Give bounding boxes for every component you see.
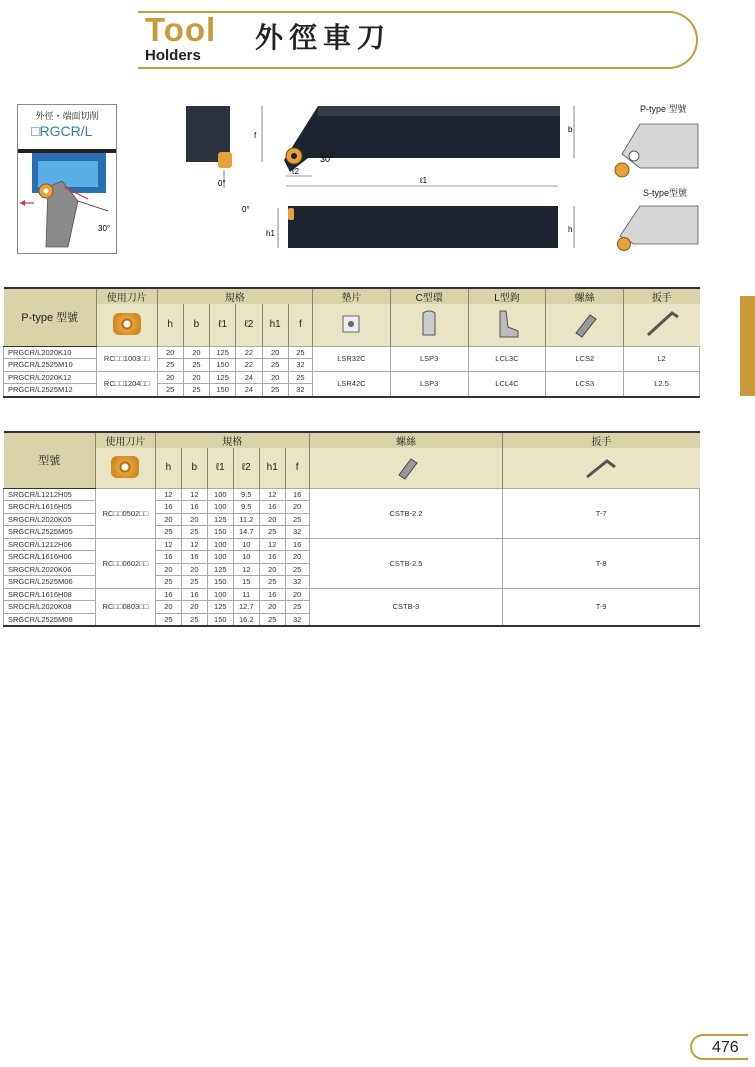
insert-icon [95, 448, 155, 488]
dim-zero-bottom: 0° [242, 205, 250, 214]
t1-spec-hdr: 規格 [157, 288, 312, 304]
shim-icon [313, 304, 391, 346]
table-cell: 10 [233, 538, 259, 551]
table-cell: 100 [207, 538, 233, 551]
table-row-model: SRGCR/L1212H05 [4, 488, 96, 501]
table-cell: 125 [210, 371, 236, 384]
cring-icon [390, 304, 468, 346]
table-cell: 150 [207, 576, 233, 589]
table-cell: 20 [259, 601, 285, 614]
table-row-model: SRGCR/L2525M08 [4, 613, 96, 626]
table-cell: 20 [181, 563, 207, 576]
table-cell: 25 [181, 576, 207, 589]
table-cell: LSR32C [313, 346, 391, 371]
table-cell: 25 [183, 359, 209, 372]
lhook-icon [468, 304, 546, 346]
table-cell: 16 [181, 501, 207, 514]
dim-angle30: 30° [320, 154, 334, 164]
table-cell: 20 [285, 588, 309, 601]
table-cell: CSTB-2.5 [309, 538, 503, 588]
table-cell: LCS2 [546, 346, 624, 371]
wrench-icon [624, 304, 700, 346]
dim-zero-top: 0° [218, 179, 226, 188]
table-cell: 25 [285, 601, 309, 614]
table-cell: LSP3 [390, 371, 468, 397]
table-cell: 25 [259, 526, 285, 539]
table-cell: 16 [155, 588, 181, 601]
t2-insert-hdr: 使用刀片 [95, 432, 155, 448]
application-model: □RGCR/L [31, 123, 93, 139]
t2-col-f: f [285, 448, 309, 488]
table-cell: LCS3 [546, 371, 624, 397]
t1-acc-hdr-0: 墊片 [313, 288, 391, 304]
t1-insert-hdr: 使用刀片 [96, 288, 157, 304]
table-row-model: PRGCR/L2020K12 [4, 371, 97, 384]
table-cell: 10 [233, 551, 259, 564]
t2-acc-hdr-0: 螺絲 [309, 432, 503, 448]
table-row-model: PRGCR/L2525M12 [4, 384, 97, 397]
table-cell: T-7 [503, 488, 700, 538]
dim-l1: ℓ1 [420, 176, 428, 185]
table-cell: 12 [259, 488, 285, 501]
section-tab [740, 296, 755, 396]
t2-col-l1: ℓ1 [207, 448, 233, 488]
table-cell: CSTB-2.2 [309, 488, 503, 538]
table-cell: T-8 [503, 538, 700, 588]
table-cell: 12 [233, 563, 259, 576]
table-cell: 25 [157, 384, 183, 397]
t1-col-h1: h1 [262, 304, 288, 346]
table-cell: 9.5 [233, 488, 259, 501]
table-cell: 20 [155, 513, 181, 526]
t2-col-b: b [181, 448, 207, 488]
logo-tool: Tool [145, 11, 217, 48]
application-box [17, 104, 117, 254]
t2-insert-cell: RC□□0502□□ [95, 488, 155, 538]
table-cell: 25 [262, 384, 288, 397]
table-row-model: SRGCR/L2020K08 [4, 601, 96, 614]
table-cell: 9.5 [233, 501, 259, 514]
table-cell: 150 [207, 613, 233, 626]
t1-col-l1: ℓ1 [210, 304, 236, 346]
t1-corner: P-type 型號 [4, 288, 97, 346]
table-cell: 24 [236, 371, 262, 384]
application-illustration [18, 139, 116, 253]
table-cell: 150 [210, 359, 236, 372]
table-cell: 16 [181, 588, 207, 601]
page-title: 外徑車刀 [255, 21, 392, 54]
application-caption: 外徑・端面切削 [35, 112, 99, 122]
table-cell: 25 [157, 359, 183, 372]
table-cell: 25 [285, 563, 309, 576]
ptype-table [3, 287, 700, 398]
stype-table [3, 431, 700, 627]
tool-drawing [180, 100, 590, 260]
table-cell: 20 [183, 346, 209, 359]
table-cell: 16 [155, 551, 181, 564]
table-cell: 20 [155, 601, 181, 614]
t2-col-l2: ℓ2 [233, 448, 259, 488]
t1-insert-cell: RC□□1003□□ [96, 346, 157, 371]
t2-corner: 型號 [4, 432, 96, 488]
table-cell: 25 [155, 526, 181, 539]
table-cell: 12 [181, 488, 207, 501]
table-cell: 25 [288, 346, 312, 359]
table-cell: 20 [155, 563, 181, 576]
table-row-model: SRGCR/L2020K06 [4, 563, 96, 576]
table-cell: 14.7 [233, 526, 259, 539]
table-row-model: SRGCR/L1212H06 [4, 538, 96, 551]
table-cell: 100 [207, 501, 233, 514]
table-row-model: SRGCR/L2525M05 [4, 526, 96, 539]
table-row-model: SRGCR/L2020K05 [4, 513, 96, 526]
table-cell: 25 [259, 576, 285, 589]
dim-f: f [254, 131, 257, 140]
table-row-model: SRGCR/L2525M06 [4, 576, 96, 589]
table-cell: 32 [285, 613, 309, 626]
t2-spec-hdr: 規格 [155, 432, 309, 448]
table-cell: 25 [155, 613, 181, 626]
table-cell: 11.2 [233, 513, 259, 526]
table-cell: 20 [181, 601, 207, 614]
table-cell: 32 [288, 359, 312, 372]
table-cell: T-9 [503, 588, 700, 626]
table-cell: 20 [183, 371, 209, 384]
table-row-model: SRGCR/L1616H08 [4, 588, 96, 601]
table-cell: LCL4C [468, 371, 546, 397]
table-row-model: PRGCR/L2020K10 [4, 346, 97, 359]
t2-acc-hdr-1: 扳手 [503, 432, 700, 448]
table-cell: 20 [259, 513, 285, 526]
t2-col-h: h [155, 448, 181, 488]
table-cell: 20 [262, 371, 288, 384]
table-cell: 20 [259, 563, 285, 576]
insert-icon [96, 304, 157, 346]
table-cell: 150 [207, 526, 233, 539]
ptype-drawing [610, 118, 700, 182]
table-cell: 32 [285, 576, 309, 589]
table-cell: 32 [288, 384, 312, 397]
table-cell: 16 [181, 551, 207, 564]
dim-h: h [568, 225, 573, 234]
table-cell: 25 [183, 384, 209, 397]
table-cell: LSP3 [390, 346, 468, 371]
table-cell: 12 [181, 538, 207, 551]
table-cell: 12 [155, 488, 181, 501]
table-cell: 16 [259, 551, 285, 564]
table-row-model: SRGCR/L1616H06 [4, 551, 96, 564]
table-cell: 25 [285, 513, 309, 526]
dim-b: b [568, 125, 573, 134]
table-cell: 16 [259, 588, 285, 601]
table-cell: 16.2 [233, 613, 259, 626]
stype-drawing [610, 200, 700, 260]
table-cell: 16 [285, 538, 309, 551]
t1-col-l2: ℓ2 [236, 304, 262, 346]
table-cell: 16 [259, 501, 285, 514]
screw-icon [546, 304, 624, 346]
table-cell: 25 [181, 613, 207, 626]
application-angle: 30° [98, 224, 111, 233]
table-cell: 24 [236, 384, 262, 397]
table-row-model: PRGCR/L2525M10 [4, 359, 97, 372]
table-cell: LCL3C [468, 346, 546, 371]
table-row-model: SRGCR/L1616H05 [4, 501, 96, 514]
table-cell: 22 [236, 346, 262, 359]
ptype-label: P-type 型號 [640, 104, 687, 114]
table-cell: 22 [236, 359, 262, 372]
stype-label: S-type型號 [643, 188, 688, 198]
table-cell: 20 [285, 551, 309, 564]
t1-acc-hdr-2: L型鉤 [468, 288, 546, 304]
table-cell: 15 [233, 576, 259, 589]
t2-col-h1: h1 [259, 448, 285, 488]
table-cell: 125 [207, 513, 233, 526]
table-cell: 20 [262, 346, 288, 359]
table-cell: 16 [285, 488, 309, 501]
table-cell: 25 [288, 371, 312, 384]
table-cell: L2.5 [624, 371, 700, 397]
t1-insert-cell: RC□□1204□□ [96, 371, 157, 397]
table-cell: 125 [207, 601, 233, 614]
torx-wrench-icon [503, 448, 700, 488]
table-cell: 125 [207, 563, 233, 576]
t2-insert-cell: RC□□0602□□ [95, 538, 155, 588]
table-cell: 20 [181, 513, 207, 526]
table-cell: 25 [259, 613, 285, 626]
table-cell: 32 [285, 526, 309, 539]
header-frame [138, 11, 698, 69]
table-cell: LSR42C [313, 371, 391, 397]
table-cell: 16 [155, 501, 181, 514]
table-cell: 12.7 [233, 601, 259, 614]
t2-insert-cell: RC□□0803□□ [95, 588, 155, 626]
table-cell: 100 [207, 588, 233, 601]
t1-acc-hdr-4: 扳手 [624, 288, 700, 304]
logo-holders: Holders [145, 47, 201, 64]
table-cell: 12 [155, 538, 181, 551]
table-cell: 125 [210, 346, 236, 359]
table-cell: 12 [259, 538, 285, 551]
table-cell: 25 [155, 576, 181, 589]
table-cell: 11 [233, 588, 259, 601]
t1-col-h: h [157, 304, 183, 346]
table-cell: 25 [262, 359, 288, 372]
t1-acc-hdr-1: C型環 [390, 288, 468, 304]
table-cell: 20 [285, 501, 309, 514]
table-cell: 25 [181, 526, 207, 539]
t1-acc-hdr-3: 螺絲 [546, 288, 624, 304]
table-cell: 20 [157, 371, 183, 384]
table-cell: 20 [157, 346, 183, 359]
table-cell: 100 [207, 551, 233, 564]
t1-col-b: b [183, 304, 209, 346]
page-number: 476 [712, 1039, 739, 1056]
dim-l2: ℓ2 [292, 167, 300, 176]
table-cell: L2 [624, 346, 700, 371]
dim-h1: h1 [266, 229, 275, 238]
table-cell: CSTB-3 [309, 588, 503, 626]
table-cell: 150 [210, 384, 236, 397]
screw-icon [309, 448, 503, 488]
t1-col-f: f [288, 304, 312, 346]
table-cell: 100 [207, 488, 233, 501]
